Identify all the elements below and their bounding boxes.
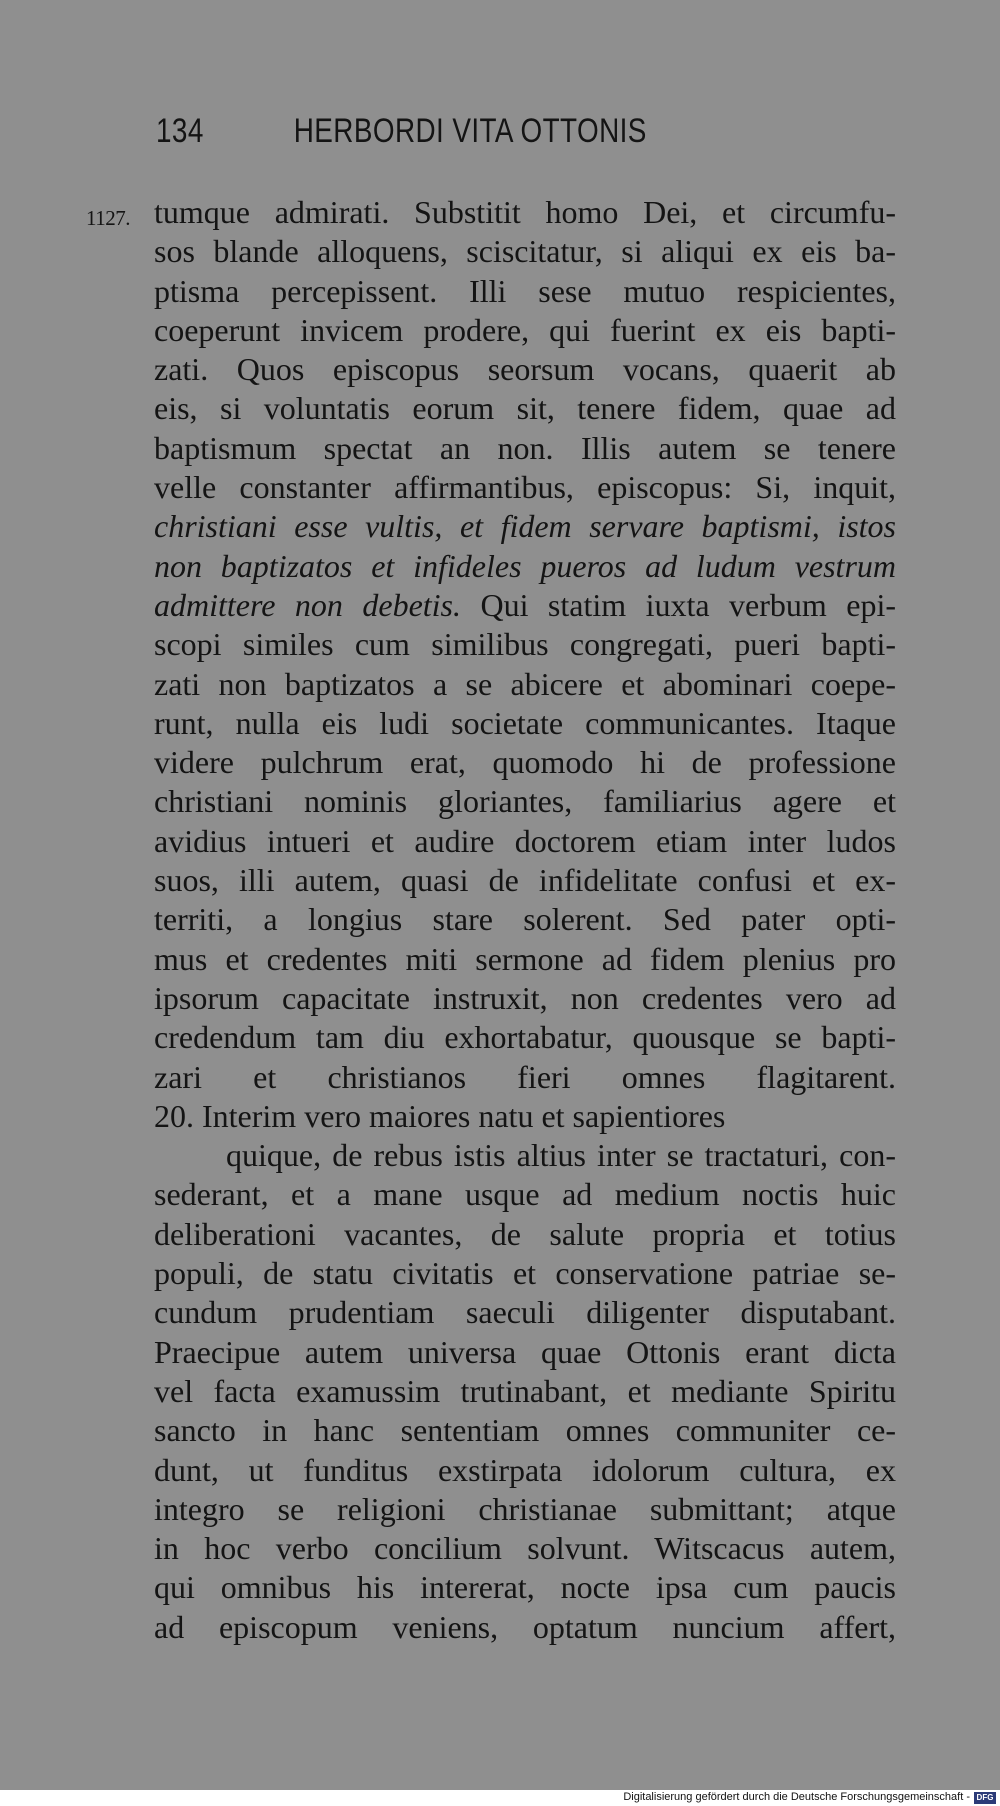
text-line [154, 586, 896, 625]
italic-text: christiani esse vultis, et fidem servare baptismi, istos [154, 508, 896, 545]
text-line: sederant, et a mane usque ad medium noctis huic [154, 1176, 896, 1213]
text-line: baptismum spectat an non. Illis autem se tenere [154, 429, 896, 466]
margin-year-note: 1127. [86, 206, 130, 230]
text-line: cundum prudentiam saeculi diligenter disputabant. [154, 1294, 896, 1331]
text-line: Praecipue autem universa quae Ottonis erant dicta [154, 1333, 896, 1370]
text-line: 20. Interim vero maiores natu et sapientiores [154, 1097, 726, 1134]
text-line: christiani nominis gloriantes, familiarius agere et [154, 783, 896, 820]
text-line: populi, de statu civitatis et conservatione patriae se- [154, 1255, 896, 1292]
text-line [154, 507, 896, 546]
footer-bar [0, 1790, 1000, 1806]
italic-text: non baptizatos et infideles pueros ad ludum vestrum [154, 547, 896, 584]
text-line: deliberationi vacantes, de salute propria et totius [154, 1215, 896, 1252]
text-line: eis, si voluntatis eorum sit, tenere fidem, quae ad [154, 390, 896, 427]
text-line: territi, a longius stare solerent. Sed pater opti- [154, 901, 896, 938]
page-header [156, 112, 647, 162]
text-line [154, 547, 896, 586]
text-line: ipsorum capacitate instruxit, non credentes vero ad [154, 979, 896, 1016]
text-line: sos blande alloquens, sciscitatur, si aliqui ex eis ba- [154, 233, 896, 270]
text-line: coeperunt invicem prodere, qui fuerint ex eis bapti- [154, 311, 896, 348]
footer-credit: Digitalisierung gefördert durch die Deutsche Forschungsgemeinschaft - [623, 1791, 970, 1803]
text-line: zati non baptizatos a se abicere et abominari coepe- [154, 665, 896, 702]
text-line: avidius intueri et audire doctorem etiam inter ludos [154, 822, 896, 859]
text-span: Qui statim iuxta verbum epi- [461, 586, 897, 623]
text-line: vel facta examussim trutinabant, et mediante Spiritu [154, 1372, 896, 1409]
text-line: tumque admirati. Substitit homo Dei, et circumfu- [154, 194, 896, 230]
dfg-logo: DFG [974, 1792, 996, 1804]
text-line: qui omnibus his intererat, nocte ipsa cum paucis [154, 1569, 896, 1606]
text-line: mus et credentes miti sermone ad fidem plenius pro [154, 940, 896, 977]
text-line: ptisma percepissent. Illi sese mutuo respicientes, [154, 272, 896, 309]
text-line: ad episcopum veniens, optatum nuncium affert, [154, 1608, 896, 1645]
text-line: zati. Quos episcopus seorsum vocans, quaerit ab [154, 351, 896, 388]
text-line: velle constanter affirmantibus, episcopus: Si, inquit, [154, 469, 896, 506]
running-title: HERBORDI VITA OTTONIS [293, 112, 647, 150]
page-number: 134 [156, 112, 204, 150]
text-line: in hoc verbo concilium solvunt. Witscacus autem, [154, 1530, 896, 1567]
text-line: zari et christianos fieri omnes flagitarent. [154, 1058, 896, 1095]
text-line: scopi similes cum similibus congregati, pueri bapti- [154, 626, 896, 663]
text-line: integro se religioni christianae submittant; atque [154, 1490, 896, 1527]
body-text [154, 193, 896, 1647]
text-line: runt, nulla eis ludi societate communicantes. Itaque [154, 704, 896, 741]
text-line: sancto in hanc sententiam omnes communiter ce- [154, 1412, 896, 1449]
italic-text: admittere non debetis. [154, 586, 462, 623]
text-line: videre pulchrum erat, quomodo hi de professione [154, 744, 896, 781]
text-line: credendum tam diu exhortabatur, quousque se bapti- [154, 1019, 896, 1056]
text-line: dunt, ut funditus exstirpata idolorum cultura, ex [154, 1451, 896, 1488]
text-line: suos, illi autem, quasi de infidelitate confusi et ex- [154, 862, 896, 899]
text-line: quique, de rebus istis altius inter se tractaturi, con- [226, 1137, 896, 1174]
